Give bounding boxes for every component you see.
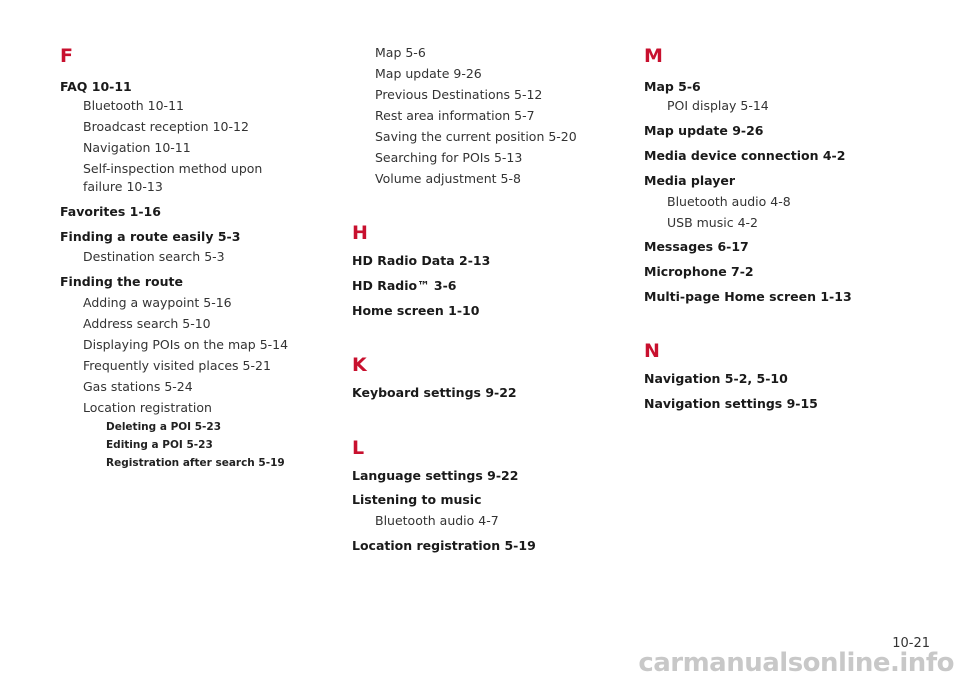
index-entry[interactable]: Multi-page Home screen 1-13 <box>644 289 852 304</box>
index-entry[interactable]: Navigation 5-2, 5-10 <box>644 371 788 386</box>
index-subentry[interactable]: Bluetooth audio 4-7 <box>375 513 499 528</box>
index-subentry-continued[interactable]: failure 10-13 <box>83 179 163 194</box>
index-subentry[interactable]: Bluetooth audio 4-8 <box>667 194 791 209</box>
index-entry[interactable]: Favorites 1-16 <box>60 204 161 219</box>
index-subentry[interactable]: Location registration <box>83 400 212 415</box>
watermark: carmanualsonline.info <box>638 648 954 678</box>
index-entry[interactable]: Media player <box>644 173 736 188</box>
index-entry[interactable]: HD Radio™ 3-6 <box>352 278 457 293</box>
index-subentry[interactable]: USB music 4-2 <box>667 215 758 230</box>
index-subentry[interactable]: Address search 5-10 <box>83 316 211 331</box>
index-subentry[interactable]: Previous Destinations 5-12 <box>375 87 543 102</box>
index-subentry[interactable]: Navigation 10-11 <box>83 140 191 155</box>
index-subentry[interactable]: POI display 5-14 <box>667 98 769 113</box>
index-entry[interactable]: Media device connection 4-2 <box>644 148 846 163</box>
index-entry[interactable]: Finding the route <box>60 274 183 289</box>
index-entry[interactable]: Home screen 1-10 <box>352 303 480 318</box>
index-entry[interactable]: FAQ 10-11 <box>60 79 132 94</box>
index-entry[interactable]: Map update 9-26 <box>644 123 764 138</box>
index-entry[interactable]: Language settings 9-22 <box>352 468 519 483</box>
index-subentry[interactable]: Bluetooth 10-11 <box>83 98 184 113</box>
index-subentry[interactable]: Volume adjustment 5-8 <box>375 171 521 186</box>
page-number: 10-21 <box>892 636 930 651</box>
index-subentry[interactable]: Destination search 5-3 <box>83 249 225 264</box>
index-entry[interactable]: Map 5-6 <box>644 79 701 94</box>
index-subentry[interactable]: Searching for POIs 5-13 <box>375 150 523 165</box>
index-subsubentry[interactable]: Editing a POI 5-23 <box>106 439 213 451</box>
index-entry[interactable]: Keyboard settings 9-22 <box>352 385 517 400</box>
section-letter-m: M <box>644 45 663 67</box>
index-subentry[interactable]: Self-inspection method upon <box>83 161 263 176</box>
section-letter-n: N <box>644 340 660 362</box>
index-entry[interactable]: Navigation settings 9-15 <box>644 396 818 411</box>
index-entry[interactable]: Finding a route easily 5-3 <box>60 229 241 244</box>
index-subentry[interactable]: Displaying POIs on the map 5-14 <box>83 337 289 352</box>
section-letter-h: H <box>352 222 368 244</box>
index-subsubentry[interactable]: Deleting a POI 5-23 <box>106 421 222 433</box>
index-entry[interactable]: HD Radio Data 2-13 <box>352 253 491 268</box>
index-subentry[interactable]: Map 5-6 <box>375 45 426 60</box>
index-subentry[interactable]: Rest area information 5-7 <box>375 108 535 123</box>
index-subentry[interactable]: Frequently visited places 5-21 <box>83 358 271 373</box>
section-letter-l: L <box>352 437 365 459</box>
section-letter-f: F <box>60 45 73 67</box>
section-letter-k: K <box>352 354 367 376</box>
index-entry[interactable]: Listening to music <box>352 492 482 507</box>
index-subentry[interactable]: Adding a waypoint 5-16 <box>83 295 232 310</box>
index-subentry[interactable]: Saving the current position 5-20 <box>375 129 577 144</box>
index-entry[interactable]: Messages 6-17 <box>644 239 749 254</box>
index-subsubentry[interactable]: Registration after search 5-19 <box>106 457 285 469</box>
index-subentry[interactable]: Map update 9-26 <box>375 66 482 81</box>
index-subentry[interactable]: Gas stations 5-24 <box>83 379 193 394</box>
index-entry[interactable]: Location registration 5-19 <box>352 538 536 553</box>
index-subentry[interactable]: Broadcast reception 10-12 <box>83 119 249 134</box>
index-entry[interactable]: Microphone 7-2 <box>644 264 754 279</box>
